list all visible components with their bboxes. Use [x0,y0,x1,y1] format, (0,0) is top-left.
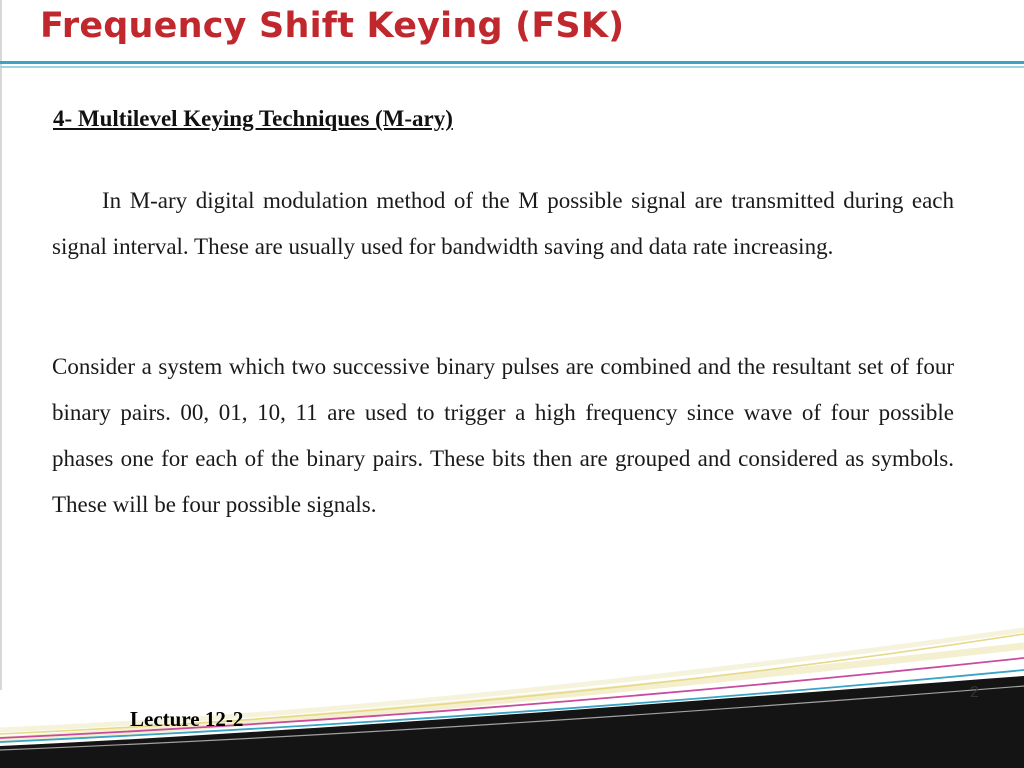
paragraph-mary-intro: In M-ary digital modulation method of the M possible signal are transmitted during each signal interval. These are usually used for bandwidth saving and data rate increasing. [52,188,954,259]
section-heading: 4- Multilevel Keying Techniques (M-ary) [53,106,453,131]
slide-title: Frequency Shift Keying (FSK) [40,6,625,46]
title-underline [0,61,1024,64]
paragraph-binary-pairs: Consider a system which two successive binary pulses are combined and the resultant set of four binary pairs. 00, 01, 10, 11 are used to trigger a high frequency since wave of four possible phases one for each of the binary pairs. These bits then are grouped and considered as symbols. These will be four possible signals. [52,354,954,517]
left-border [0,0,2,690]
page-number: 2 [970,684,979,701]
lecture-label: Lecture 12-2 [130,707,244,731]
title-underline-light [0,66,1024,68]
decorative-swoosh [0,600,1024,768]
